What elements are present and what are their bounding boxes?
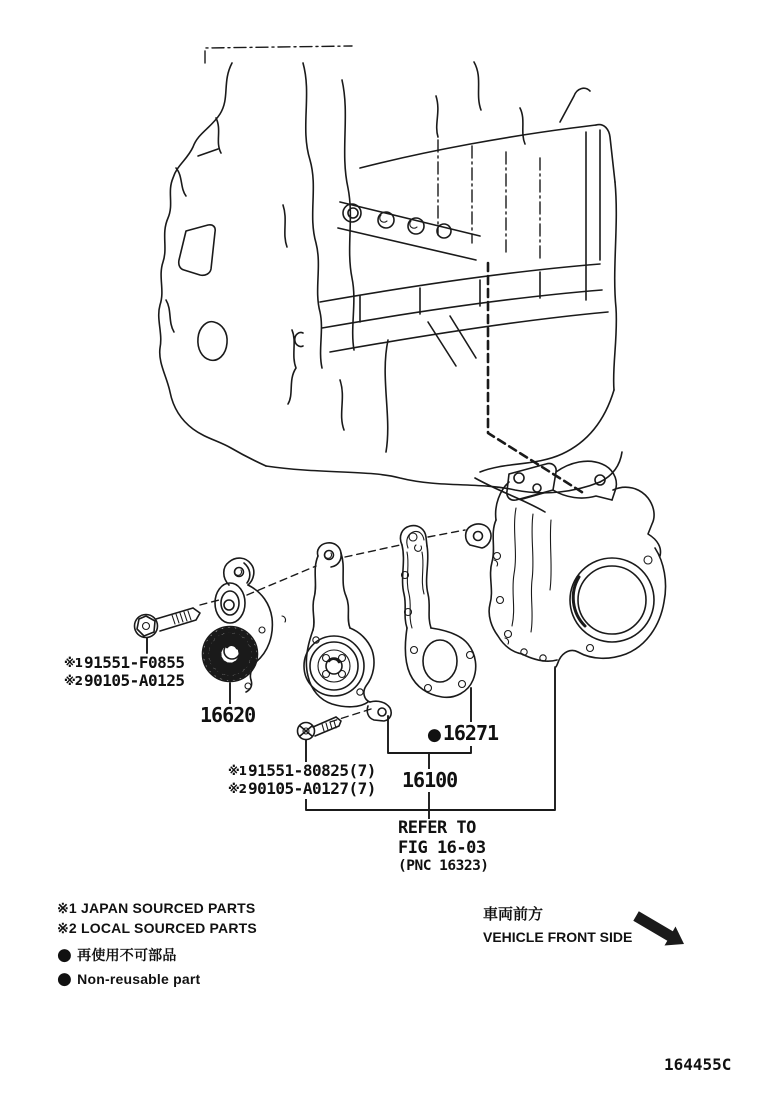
source-marker: ※2	[64, 674, 83, 689]
part-number: 91551-80825(7)	[248, 761, 376, 780]
legend-local-sourced: ※2 LOCAL SOURCED PARTS	[57, 920, 257, 937]
orientation-en: VEHICLE FRONT SIDE	[483, 929, 633, 946]
refer-to-figure-note[interactable]	[398, 819, 489, 875]
source-marker: ※1	[64, 656, 83, 670]
belt-tensioner-drawing	[203, 558, 286, 692]
part-number-row	[228, 780, 376, 798]
legend	[57, 900, 257, 993]
callout-water-pump-part-number[interactable]: 16100	[402, 768, 458, 792]
refer-line-3: (PNC 16323)	[398, 858, 489, 875]
part-number: 16271	[442, 721, 499, 745]
part-number: 91551-F0855	[84, 653, 185, 672]
callout-pump-bolt-part-numbers[interactable]	[228, 762, 376, 799]
refer-line-1: REFER TO	[398, 818, 476, 838]
legend-text-jp: 再使用不可部品	[77, 947, 177, 964]
bolt-91551-f0855-drawing	[135, 608, 201, 638]
part-number-row	[64, 672, 184, 690]
callout-tensioner-part-number[interactable]: 16620	[200, 703, 256, 727]
non-reusable-bullet-icon: ●	[57, 968, 73, 989]
callout-gasket-part-number[interactable]	[427, 722, 498, 746]
vehicle-front-arrow-icon	[633, 911, 684, 945]
part-number-row	[228, 762, 376, 780]
vehicle-front-side-note	[483, 906, 632, 945]
source-marker: ※2	[228, 782, 247, 797]
part-number: 90105-A0127(7)	[248, 779, 376, 799]
gasket-drawing	[400, 526, 475, 698]
legend-text-en: Non-reusable part	[77, 970, 201, 987]
water-pump-drawing	[304, 543, 391, 721]
part-number-row	[64, 654, 184, 672]
legend-non-reusable-en	[57, 970, 257, 990]
figure-code: 164455C	[664, 1055, 732, 1074]
legend-japan-sourced: ※1 JAPAN SOURCED PARTS	[57, 900, 256, 916]
non-reusable-bullet-icon: ●	[427, 725, 442, 745]
non-reusable-bullet-icon: ●	[57, 945, 73, 966]
engine-block-drawing	[159, 46, 622, 512]
refer-line-2: FIG 16-03	[398, 837, 486, 858]
orientation-jp: 車両前方	[483, 906, 544, 923]
callout-tensioner-bolt-part-numbers[interactable]	[64, 654, 184, 691]
part-number: 90105-A0125	[84, 671, 185, 691]
source-marker: ※1	[228, 764, 247, 778]
legend-non-reusable-jp	[57, 946, 257, 966]
